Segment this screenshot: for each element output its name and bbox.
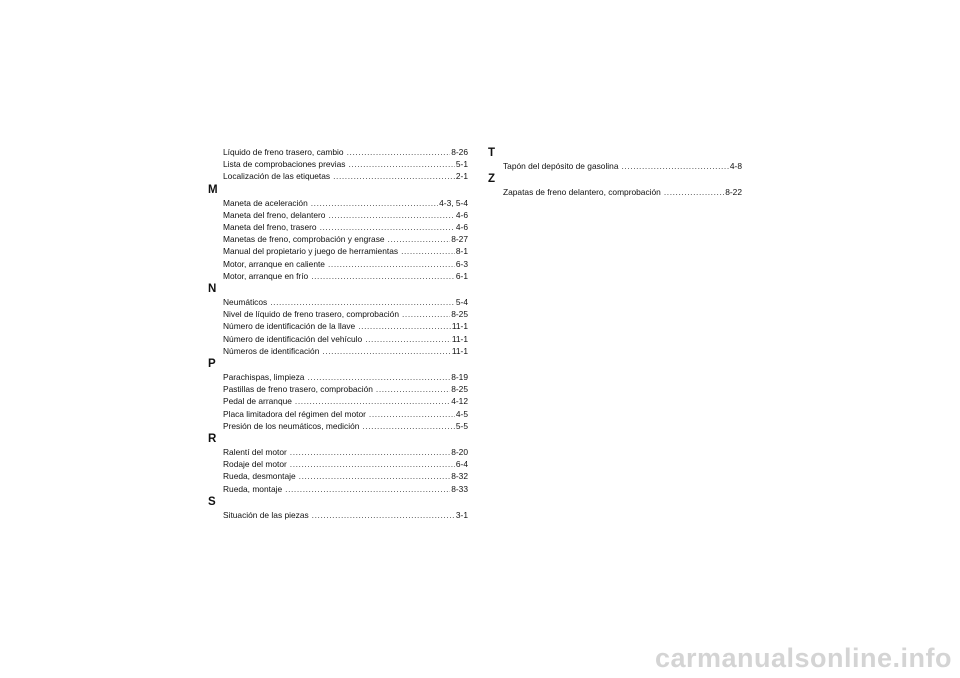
section-letter-r: R <box>208 433 217 446</box>
index-entry: Situación de las piezas ..... 3-1 <box>213 509 468 521</box>
index-entry: Manual del propietario y juego de herramientas ..... 8-1 <box>213 245 468 257</box>
index-entry: Placa limitadora del régimen del motor ..... 4-5 <box>213 408 468 420</box>
section-letter-z: Z <box>488 173 496 186</box>
index-entry: Manetas de freno, comprobación y engrase ..... 8-27 <box>213 233 468 245</box>
index-entry: Presión de los neumáticos, medición ..... 5-5 <box>213 420 468 432</box>
index-column-right <box>488 146 742 198</box>
index-entry: Rodaje del motor ..... 6-4 <box>213 458 468 470</box>
index-entry: Parachispas, limpieza ..... 8-19 <box>213 371 468 383</box>
index-entry: Zapatas de freno delantero, comprobación ..... 8-22 <box>493 186 742 198</box>
index-entry: Maneta del freno, delantero ..... 4-6 <box>213 209 468 221</box>
section-letter-t: T <box>488 147 496 159</box>
index-entry: Motor, arranque en caliente ..... 6-3 <box>213 258 468 270</box>
section-letter-n: N <box>208 283 217 296</box>
index-entry: Números de identificación ..... 11-1 <box>213 345 468 357</box>
section-letter-p: P <box>208 358 216 371</box>
index-entry: Ralentí del motor ..... 8-20 <box>213 446 468 458</box>
index-column-left <box>208 146 468 521</box>
index-entry: Número de identificación de la llave ..... 11-1 <box>213 320 468 332</box>
index-entry: Pedal de arranque ..... 4-12 <box>213 395 468 407</box>
index-entry: Localización de las etiquetas ..... 2-1 <box>213 170 468 182</box>
section-letter-s: S <box>208 495 216 508</box>
index-entry: Neumáticos ..... 5-4 <box>213 296 468 308</box>
index-entry: Nivel de líquido de freno trasero, comprobación ..... 8-25 <box>213 308 468 320</box>
index-entry: Lista de comprobaciones previas ..... 5-1 <box>213 158 468 170</box>
index-entry: Maneta de aceleración ..... 4-3, 5-4 <box>213 197 468 209</box>
index-entry: Tapón del depósito de gasolina ..... 4-8 <box>493 160 742 172</box>
section-letter-m: M <box>208 183 218 196</box>
index-entry: Número de identificación del vehículo ..... 11-1 <box>213 333 468 345</box>
index-entry: Maneta del freno, trasero ..... 4-6 <box>213 221 468 233</box>
index-entry: Motor, arranque en frío ..... 6-1 <box>213 270 468 282</box>
watermark: carmanualsonline.info <box>654 643 952 673</box>
index-entry: Pastillas de freno trasero, comprobación ..... 8-25 <box>213 383 468 395</box>
index-entry: Líquido de freno trasero, cambio ..... 8-26 <box>213 146 468 158</box>
index-entry: Rueda, montaje ..... 8-33 <box>213 483 468 495</box>
index-entry: Rueda, desmontaje ..... 8-32 <box>213 470 468 482</box>
